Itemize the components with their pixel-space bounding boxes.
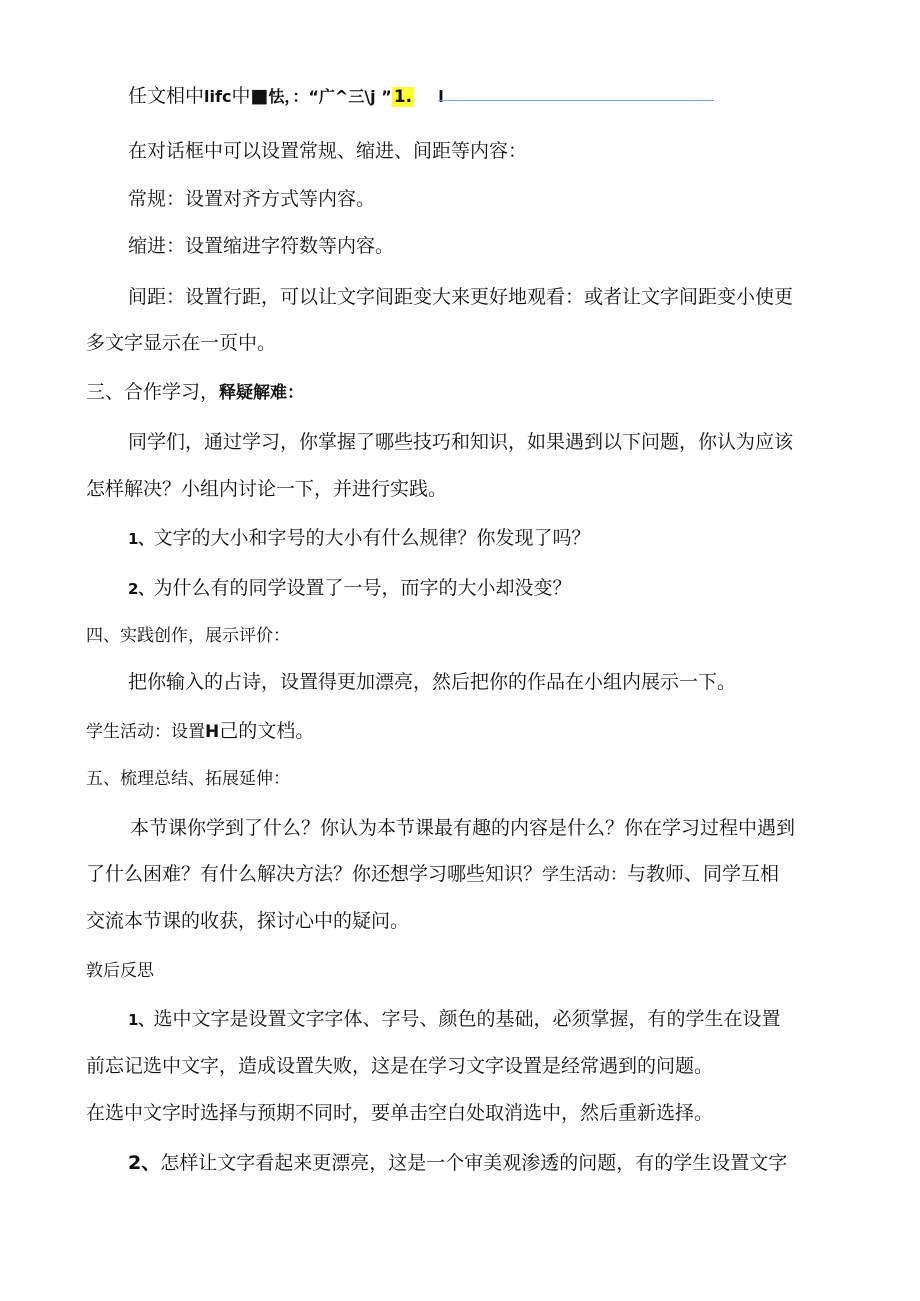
list-number: 1、	[128, 530, 154, 548]
paragraph: 在选中文字时选择与预期不同时，要单击空白处取消选中，然后重新选择。	[86, 1102, 714, 1124]
text-segment: 任文相中	[128, 85, 205, 107]
text-segment: 学生活动：	[542, 865, 628, 885]
list-number: 2、	[128, 580, 154, 598]
list-number: 1、	[128, 1011, 154, 1029]
list-item	[128, 576, 571, 601]
text-segment: 了什么困难？有什么解决方法？你还想学习哪些知识？	[86, 863, 543, 885]
section-heading: 敦后反思	[86, 961, 154, 981]
text-segment: 学生活动：设置	[86, 722, 205, 742]
text-segment: 与教师、同学互相	[627, 863, 780, 885]
highlighted-text: 1.	[393, 87, 413, 107]
paragraph: 常规：设置对齐方式等内容。	[128, 188, 376, 210]
text-segment: l	[438, 87, 444, 106]
paragraph: 把你输入的占诗，设置得更加漂亮，然后把你的作品在小组内展示一下。	[128, 671, 737, 693]
section-heading: 五、梳理总结、拓展延伸：	[86, 769, 290, 789]
paragraph	[86, 862, 779, 887]
paragraph: 间距：设置行距，可以让文字间距变大来更好地观看：或者让文字间距变小使更	[128, 286, 794, 308]
paragraph: 多文字显示在一页中。	[86, 332, 277, 354]
paragraph: 同学们，通过学习，你掌握了哪些技巧和知识，如果遇到以下问题，你认为应该	[128, 431, 794, 453]
text-segment: 怯，：“广^三\j ”	[268, 87, 392, 106]
paragraph: 本节课你学到了什么？你认为本节课最有趣的内容是什么？你在学习过程中遇到	[130, 817, 796, 839]
underline-rule	[438, 100, 714, 101]
text-segment: 中	[231, 85, 251, 107]
section-heading	[86, 380, 304, 405]
list-item	[128, 1151, 787, 1175]
paragraph: 缩进：设置缩进字符数等内容。	[128, 235, 395, 257]
text-segment: lifc	[204, 87, 232, 106]
text-segment: H	[205, 722, 220, 742]
text-segment: 为什么有的同学设置了一号，而字的大小却没变？	[153, 577, 572, 599]
paragraph	[86, 719, 314, 744]
paragraph: 在对话框中可以设置常规、缩进、间距等内容：	[128, 140, 528, 162]
paragraph: 怎样解决？小组内讨论一下，并进行实践。	[86, 478, 448, 500]
paragraph-garbled-heading	[128, 84, 444, 109]
text-segment: 选中文字是设置文字字体、字号、颜色的基础，必须掌握，有的学生在设置	[153, 1008, 781, 1030]
text-segment: 己的文档。	[219, 720, 315, 742]
list-item	[128, 1007, 780, 1032]
text-segment: 文字的大小和字号的大小有什么规律？你发现了吗？	[153, 527, 591, 549]
paragraph: 前忘记选中文字，造成设置失败，这是在学习文字设置是经常遇到的问题。	[86, 1055, 714, 1077]
list-number: 2、	[128, 1152, 161, 1174]
text-segment: 三、合作学习，	[86, 381, 220, 403]
text-segment: ■	[250, 85, 269, 107]
paragraph: 交流本节课的收获，探讨心中的疑问。	[86, 910, 410, 932]
text-segment: 释疑解难：	[219, 383, 305, 403]
list-item	[128, 526, 590, 551]
text-segment: 怎样让文字看起来更漂亮，这是一个审美观渗透的问题，有的学生设置文字	[160, 1152, 788, 1174]
section-heading: 四、实践创作，展示评价：	[86, 626, 290, 646]
